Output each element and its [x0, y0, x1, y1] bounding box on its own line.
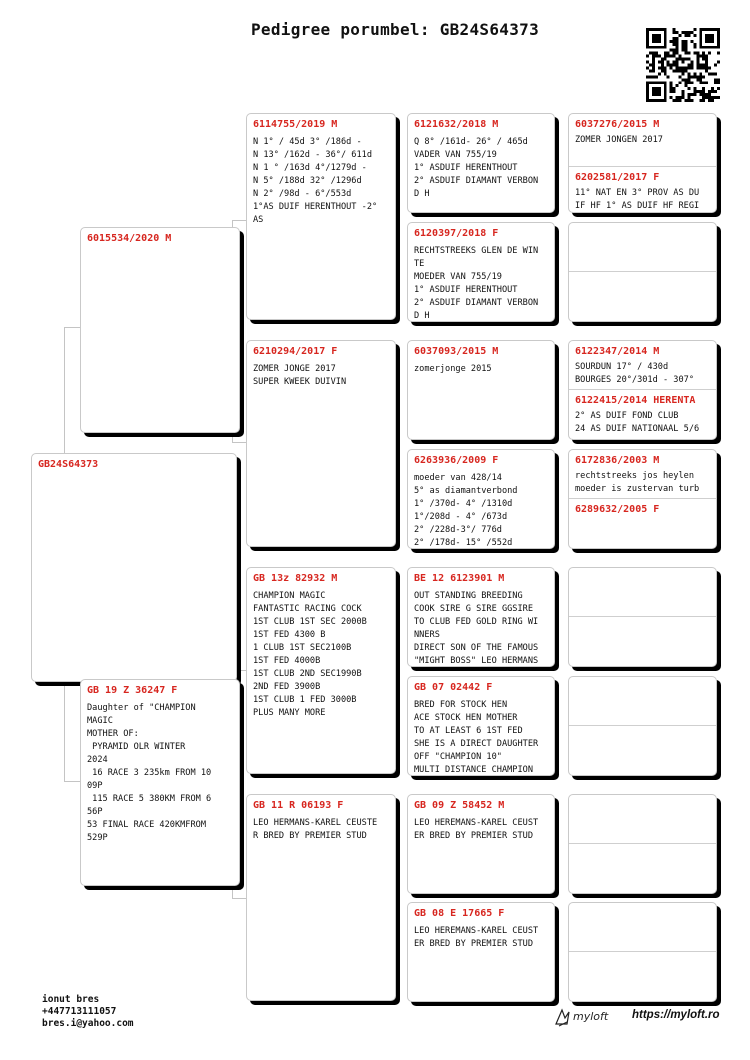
ring-code: GB 13z 82932 M [253, 573, 338, 584]
pigeon-notes: OUT STANDING BREEDING COOK SIRE G SIRE GGSIRE TO CLUB FED GOLD RING WI NNERS DIRECT SON OF THE FAMOUS "MIGHT BOSS" LEO HERMANS [414, 591, 539, 666]
great-grandparent-card[interactable] [407, 340, 555, 440]
ring-code: 6263936/2009 F [414, 455, 499, 466]
ring-code: 6289632/2005 F [575, 504, 660, 515]
grandparent-card[interactable] [246, 794, 396, 1001]
ring-code: 6172836/2003 M [575, 455, 660, 466]
gg-grandparent-card[interactable] [568, 794, 717, 894]
ring-code: 6114755/2019 M [253, 119, 338, 130]
pigeon-notes: CHAMPION MAGIC FANTASTIC RACING COCK 1ST CLUB 1ST SEC 2000B 1ST FED 4300 B 1 CLUB 1ST SEC2100B 1ST FED 4000B 1ST CLUB 2ND SEC1990B 2ND FED 3900B 1ST CLUB 1 FED 3000B PLUS MANY MORE [253, 591, 367, 718]
dam-ring-code: GB 19 Z 36247 F [87, 685, 178, 696]
pigeon-notes: LEO HERMANS-KAREL CEUSTE R BRED BY PREMIER STUD [253, 818, 378, 841]
gg-grandparent-card[interactable] [568, 449, 717, 549]
pigeon-notes: 2° AS DUIF FOND CLUB 24 AS DUIF NATIONAAL 5/6 [575, 411, 700, 434]
card-divider [569, 271, 716, 272]
grandparent-card[interactable] [246, 340, 396, 547]
pigeon-notes: rechtstreeks jos heylen moeder is zustervan turb [575, 471, 700, 494]
pigeon-notes: 11° NAT EN 3° PROV AS DU IF HF 1° AS DUIF HF REGI [575, 188, 700, 211]
connector-line [64, 781, 80, 782]
great-grandparent-card[interactable] [407, 902, 555, 1002]
qr-code-icon [646, 28, 720, 102]
pigeon-notes: moeder van 428/14 5° as diamantverbond 1° /370d- 4° /1310d 1°/208d - 4° /673d 2° /228d-3°/ 776d 2° /178d- 15° /552d [414, 473, 518, 548]
great-grandparent-card[interactable] [407, 449, 555, 549]
ring-code: 6037093/2015 M [414, 346, 499, 357]
card-divider [569, 616, 716, 617]
subject-card[interactable] [31, 453, 237, 682]
gg-grandparent-card[interactable] [568, 340, 717, 440]
grandparent-card[interactable] [246, 567, 396, 774]
pigeon-notes: ZOMER JONGE 2017 SUPER KWEEK DUIVIN [253, 364, 347, 387]
connector-line [232, 220, 246, 221]
gg-grandparent-card[interactable] [568, 676, 717, 776]
ring-code: 6202581/2017 F [575, 172, 660, 183]
ring-code: 6210294/2017 F [253, 346, 338, 357]
ring-code: GB 09 Z 58452 M [414, 800, 505, 811]
great-grandparent-card[interactable] [407, 794, 555, 894]
dam-notes: Daughter of "CHAMPION MAGIC MOTHER OF: PYRAMID OLR WINTER 2024 16 RACE 3 235km FROM 10 09P 115 RACE 5 380KM FROM 6 56P 53 FINAL RACE 420KMFROM 529P [87, 703, 212, 843]
pigeon-notes: LEO HEREMANS-KAREL CEUST ER BRED BY PREMIER STUD [414, 926, 539, 949]
sire-card[interactable] [80, 227, 240, 433]
connector-line [232, 442, 246, 443]
subject-ring-code: GB24S64373 [38, 459, 99, 470]
great-grandparent-card[interactable] [407, 676, 555, 776]
pigeon-notes: ZOMER JONGEN 2017 [575, 135, 663, 145]
website-link[interactable]: https://myloft.ro [632, 1009, 720, 1021]
pigeon-notes: SOURDUN 17° / 430d BOURGES 20°/301d - 307° [575, 362, 694, 385]
pigeon-notes: zomerjonge 2015 [414, 364, 492, 374]
great-grandparent-card[interactable] [407, 113, 555, 213]
ring-code: GB 08 E 17665 F [414, 908, 505, 919]
pigeon-notes: RECHTSTREEKS GLEN DE WIN TE MOEDER VAN 755/19 1° ASDUIF HERENTHOUT 2° ASDUIF DIAMANT VERBON D H [414, 246, 539, 321]
connector-line [64, 327, 80, 328]
ring-code: GB 07 02442 F [414, 682, 493, 693]
pigeon-notes: N 1° / 45d 3° /186d - N 13° /162d - 36°/ 611d N 1 ° /163d 4°/1279d - N 5° /188d 32° /1296d N 2° /98d - 6°/553d 1°AS DUIF HERENTHOUT -2° AS [253, 137, 378, 225]
ring-code: GB 11 R 06193 F [253, 800, 344, 811]
gg-grandparent-card[interactable] [568, 902, 717, 1002]
great-grandparent-card[interactable] [407, 222, 555, 322]
dam-card[interactable] [80, 679, 240, 886]
ring-code: BE 12 6123901 M [414, 573, 505, 584]
card-divider [569, 951, 716, 952]
card-divider [569, 843, 716, 844]
pigeon-notes: BRED FOR STOCK HEN ACE STOCK HEN MOTHER TO AT LEAST 6 1ST FED SHE IS A DIRECT DAUGHTER OFF "CHAMPION 10" MULTI DISTANCE CHAMPION [414, 700, 539, 775]
page-title: Pedigree porumbel: GB24S64373 [250, 20, 540, 39]
card-divider [569, 725, 716, 726]
gg-grandparent-card[interactable] [568, 222, 717, 322]
breeder-contact: ionut bres +447713111057 bres.i@yahoo.com [42, 994, 134, 1029]
pigeon-notes: LEO HEREMANS-KAREL CEUST ER BRED BY PREMIER STUD [414, 818, 539, 841]
pigeon-notes: Q 8° /161d- 26° / 465d VADER VAN 755/19 1° ASDUIF HERENTHOUT 2° ASDUIF DIAMANT VERBON D H [414, 137, 539, 199]
ring-code: 6121632/2018 M [414, 119, 499, 130]
gg-grandparent-card[interactable] [568, 113, 717, 213]
myloft-logo: myloft [573, 1010, 609, 1023]
great-grandparent-card[interactable] [407, 567, 555, 667]
connector-line [232, 898, 246, 899]
ring-code: 6120397/2018 F [414, 228, 499, 239]
sire-ring-code: 6015534/2020 M [87, 233, 172, 244]
gg-grandparent-card[interactable] [568, 567, 717, 667]
connector-line [64, 327, 65, 457]
ring-code: 6037276/2015 M [575, 119, 660, 130]
ring-code: 6122415/2014 HERENTA [575, 395, 696, 406]
ring-code: 6122347/2014 M [575, 346, 660, 357]
grandparent-card[interactable] [246, 113, 396, 320]
